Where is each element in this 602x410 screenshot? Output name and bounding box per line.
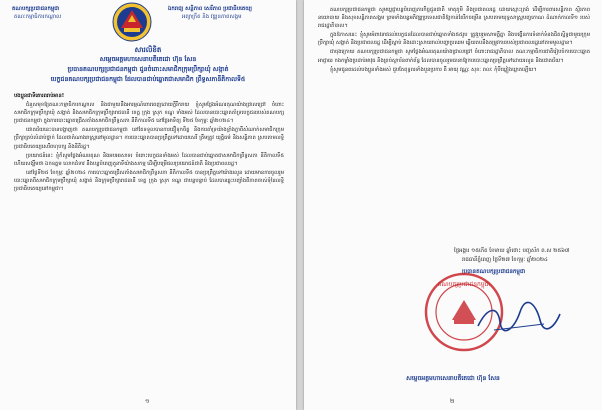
signature-icon — [474, 300, 564, 336]
salutation: បងប្អូនជាទីគោរពរាប់អាន! — [14, 93, 65, 99]
right-body — [318, 6, 590, 75]
doc-type: សារលិខិត — [134, 46, 162, 54]
left-body — [14, 92, 284, 194]
title-line-3: បេក្ខជនគណបក្សប្រជាជនកម្ពុជា ដែលបានជាប់ឆ្នោតជាសមាជិក ព្រឹទ្ធសភានីតិកាលទី៥ — [50, 76, 246, 83]
left-paragraph-4: នៅថ្ងៃទី២៥ ខែកុម្ភៈ ឆ្នាំ២០២៤ ការបោះឆ្នោតជ្រើសតាំងសមាជិកព្រឹទ្ធសភា នីតិកាលទី៥ បានប្រព្រឹត្តទៅយ៉ាងរលូន ដោយមានការចូលរួមបោះឆ្នោតពីសមាជិកក្រុមប្រឹក្សាឃុំ សង្កាត់ និងក្រុមប្រឹក្សារាជធានី ខេត្ត ក្រុង ស្រុក ខណ្ឌ ជាបន្តបន្ទាប់ ដែលបានឆ្លុះបញ្ចាំងពីភាពចាស់ទុំនៃលទ្ធិប្រជាធិបតេយ្យនៅកម្ពុជា។ — [14, 169, 284, 193]
signatory-position: ប្រធានគណបក្សប្រជាជនកម្ពុជា — [462, 269, 526, 275]
signatory-name: សម្តេចអគ្គមហាសេនាបតីតេជោ ហ៊ុន សែន — [406, 375, 500, 382]
page-2 — [304, 0, 602, 410]
left-paragraph-2: ជោគជ័យនេះបានបង្ហាញថា គណបក្សប្រជាជនកម្ពុជា នៅតែទទួលបានការជឿទុកចិត្ត និងការគាំទ្រយ៉ាងខ្លាំងក្លាពីសំណាក់សមាជិកក្រុមប្រឹក្សាគ្រប់លំដាប់ថ្នាក់ ដែលជាតំណាងរាស្ត្រនៅមូលដ្ឋាន។ ការបោះឆ្នោតបានប្រព្រឹត្តទៅដោយសេរី ត្រឹមត្រូវ យុត្តិធម៌ និងសន្តិភាព ស្របតាមលទ្ធិប្រជាធិបតេយ្យសេរីពហុបក្ស និងនីតិរដ្ឋ។ — [14, 127, 284, 150]
title-line-2: ប្រធានគណបក្សប្រជាជនកម្ពុជា ជូនចំពោះសមាជិកក្រុមប្រឹក្សាឃុំ សង្កាត់ — [67, 66, 229, 73]
right-paragraph-4: ខ្ញុំសូមជូនពរដល់បងប្អូនទាំងអស់ ជួបតែពុទ្ធពរទាំងបួនប្រការ គឺ អាយុ វណ្ណៈ សុខៈ ពលៈ កុំបីឃ្លៀងឃ្លាតឡើយ។ — [330, 66, 537, 73]
page-number-2: ២ — [450, 398, 455, 405]
page-number-1: ១ — [145, 398, 150, 405]
page-1 — [0, 0, 296, 410]
right-paragraph-2: ក្នុងឱកាសនេះ ខ្ញុំសូមអំពាវនាវដល់បេក្ខជនដែលបានជាប់ឆ្នោតទាំង៥៥រូប ត្រូវរួបរួមសាមគ្គីគ្នា និងបង្កើនការទំនាក់ទំនងជិតស្និទ្ធជាមួយក្រុមប្រឹក្សាឃុំ សង្កាត់ និងប្រជាពលរដ្ឋ ដើម្បីស្ដាប់ និងដោះស្រាយរាល់បញ្ហាប្រឈម ឆ្លើយតបនឹងតម្រូវការរបស់ប្រជាពលរដ្ឋនៅតាមមូលដ្ឋាន។ — [318, 32, 590, 47]
right-paragraph-3: ជាចុងក្រោយ គណបក្សប្រជាជនកម្ពុជា សូមថ្លែងអំណរគុណយ៉ាងជ្រាលជ្រៅ ចំពោះរាជរដ្ឋាភិបាល គណៈកម្មាធិការជាតិរៀបចំការបោះឆ្នោត អាជ្ញាធរ កងកម្លាំងប្រដាប់អាវុធ និងគ្រប់ស្ថាប័នពាក់ព័ន្ធ ដែលបានចូលរួមធានាឱ្យការបោះឆ្នោតប្រព្រឹត្តទៅដោយរលូន និងជោគជ័យ។ — [318, 49, 590, 64]
party-logo-icon — [112, 2, 152, 42]
motto-line-1: ឯករាជ្យ សន្តិភាព សេរីភាព ប្រជាធិបតេយ្យ — [168, 6, 253, 12]
date-solar: រាជធានីភ្នំពេញ ថ្ងៃទី២៧ ខែកុម្ភៈ ឆ្នាំ២០២៤ — [462, 257, 548, 263]
title-line-1: សម្តេចអគ្គមហាសេនាបតីតេជោ ហ៊ុន សែន — [99, 56, 197, 63]
seal-text: គណបក្សប្រជាជនកម្ពុជា — [437, 281, 491, 288]
date-lunar: ថ្ងៃអង្គារ ១៥កើត ខែមាឃ ឆ្នាំថោះ បញ្ចស័ក ព.ស ២៥៦៧ — [454, 248, 570, 254]
left-paragraph-3: ប្រយោជន៍នេះ ខ្ញុំក៏សូមថ្លែងអំណរគុណ និងអបអរសាទរ ចំពោះបេក្ខជនទាំងអស់ ដែលបានជាប់ឆ្នោតជាសមាជិកព្រឹទ្ធសភា នីតិកាលទី៥ ហើយសង្ឃឹមថា ឯកឧត្ដម លោកជំទាវ នឹងបន្តបំពេញតួនាទីយ៉ាងសកម្ម ដើម្បីបម្រើផលប្រយោជន៍ជាតិ និងប្រជាពលរដ្ឋ។ — [14, 152, 284, 167]
left-paragraph-1: ជំនួសមុខឱ្យគណៈកម្មាធិការកណ្ដាល និងជាមួយនឹងអារម្មណ៍ពោរពេញដោយក្ដីរីករាយ ខ្ញុំសូមថ្លែងអំណរគុណយ៉ាងជ្រាលជ្រៅ ចំពោះសមាជិកក្រុមប្រឹក្សាឃុំ សង្កាត់ និងសមាជិកក្រុមប្រឹក្សារាជធានី ខេត្ត ក្រុង ស្រុក ខណ្ឌ ទាំងអស់ ដែលបានបោះឆ្នោតគាំទ្របេក្ខជនរបស់គណបក្សប្រជាជនកម្ពុជា ក្នុងការបោះឆ្នោតជ្រើសតាំងសមាជិកព្រឹទ្ធសភា នីតិកាលទី៥ នៅថ្ងៃអាទិត្យ ទី២៥ ខែកុម្ភៈ ឆ្នាំ២០២៤។ — [14, 102, 284, 125]
header-org: គណបក្សប្រជាជនកម្ពុជា — [12, 6, 60, 12]
right-paragraph-1: គណបក្សប្រជាជនកម្ពុជា សូមប្ដេជ្ញាបន្តបំពេញភារកិច្ចជូនជាតិ មាតុភូមិ និងប្រជាពលរដ្ឋ ដោយស្មោះត្រង់ ដើម្បីការពារសន្តិភាព ស្ថិរភាពនយោបាយ និងសុខសន្តិភាពសង្គម ព្រមទាំងបន្តអភិវឌ្ឍប្រទេសជាតិឱ្យកាន់តែរីកចម្រើន ស្របតាមយុទ្ធសាស្ត្របញ្ចកោណ ដំណាក់កាលទី១ របស់រាជរដ្ឋាភិបាល។ — [318, 7, 590, 30]
header-committee: គណៈកម្មាធិការកណ្ដាល — [14, 14, 62, 20]
motto-line-2: អព្យាក្រឹត និង វឌ្ឍនភាពសង្គម — [182, 14, 242, 20]
